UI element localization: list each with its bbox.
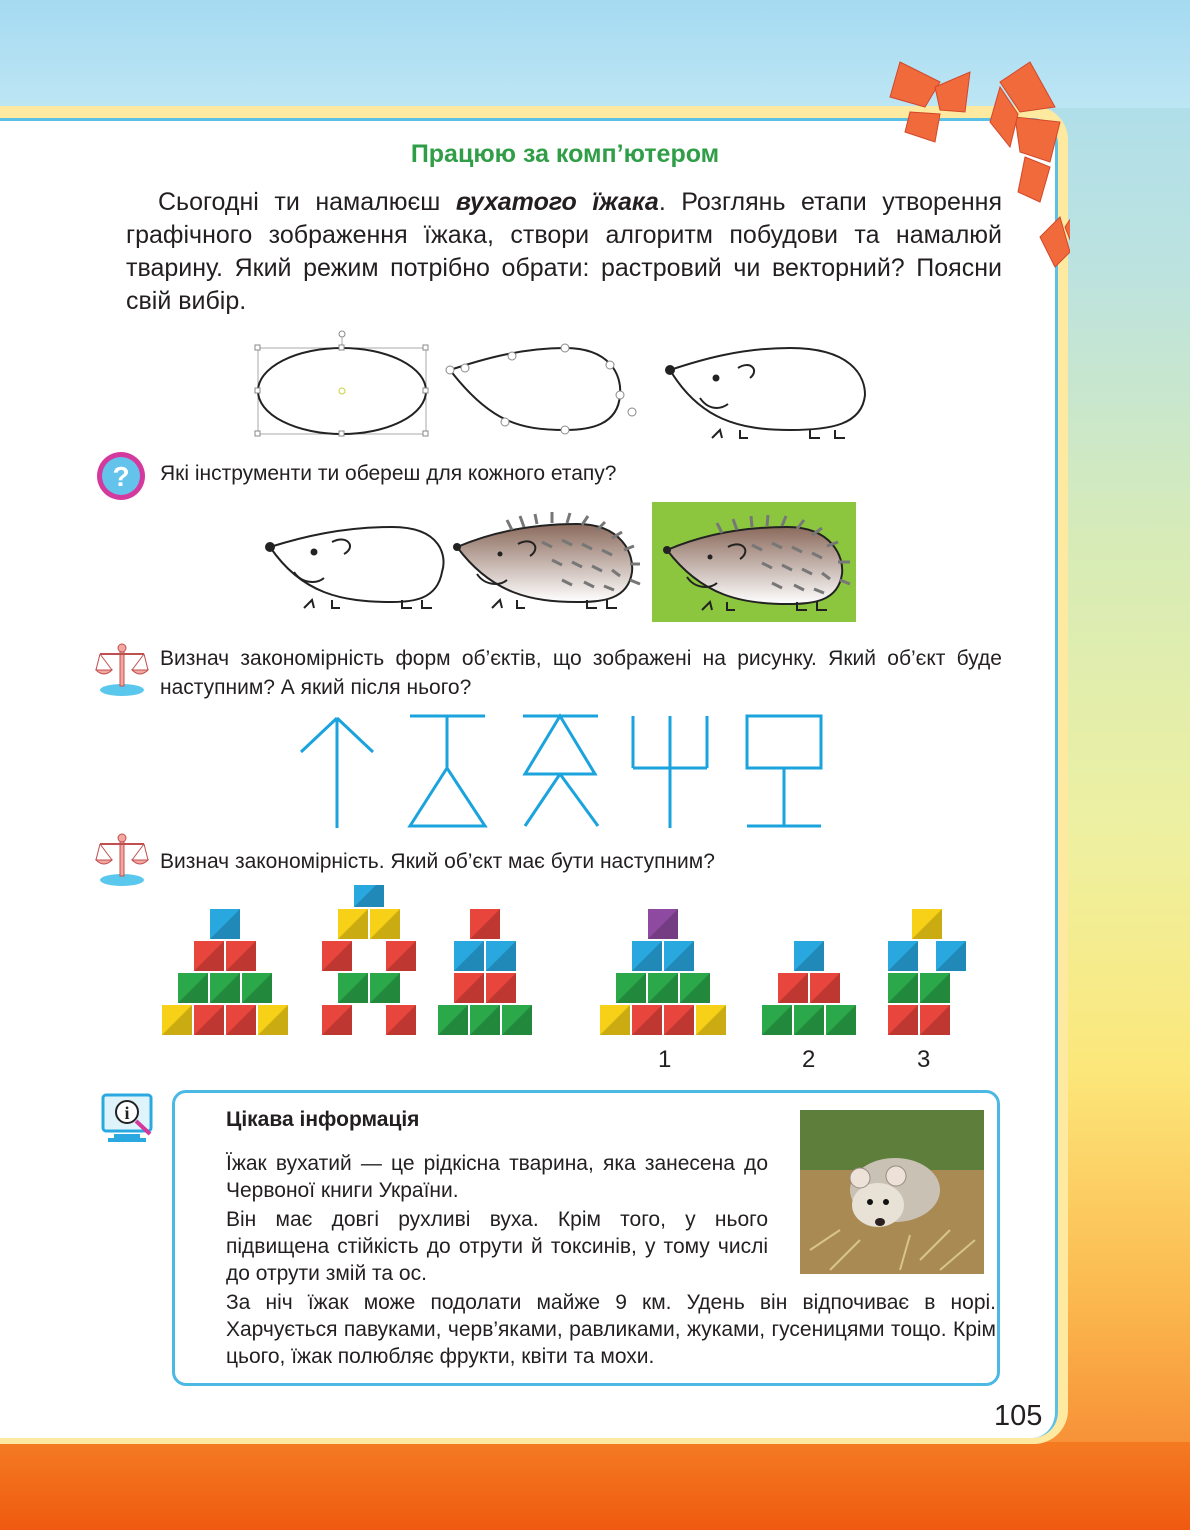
block — [338, 973, 368, 1003]
block — [162, 1005, 192, 1035]
block — [920, 1005, 950, 1035]
block — [632, 941, 662, 971]
hedgehog-on-green — [652, 502, 856, 622]
question-pattern-shapes: Визнач закономірність форм об’єктів, що зображені на рисунку. Який об’єкт буде наступним? А який після нього? — [160, 647, 1002, 699]
block — [794, 941, 824, 971]
intro-paragraph — [126, 186, 1002, 318]
block — [178, 973, 208, 1003]
block — [370, 973, 400, 1003]
svg-text:i: i — [124, 1103, 130, 1123]
question-tools: Які інструменти ти обереш для кожного етапу? — [160, 462, 617, 485]
block — [194, 1005, 224, 1035]
block — [370, 909, 400, 939]
hedgehog-photo — [800, 1110, 984, 1274]
info-monitor-icon — [100, 1092, 162, 1146]
block — [920, 973, 950, 1003]
block — [648, 973, 678, 1003]
shape-sequence — [295, 710, 835, 835]
hedgehog-outline — [266, 527, 444, 608]
block — [210, 973, 240, 1003]
block — [810, 973, 840, 1003]
block — [696, 1005, 726, 1035]
hedgehog-stages-vector — [250, 330, 880, 445]
block — [226, 1005, 256, 1035]
info-heading: Цікава інформація — [226, 1108, 420, 1131]
block — [600, 1005, 630, 1035]
block — [454, 941, 484, 971]
hedgehog-stages-fill — [262, 502, 862, 622]
block — [486, 941, 516, 971]
bottom-band — [0, 1442, 1190, 1530]
page-title: Працюю за комп’ютером — [410, 140, 720, 168]
block — [912, 909, 942, 939]
block — [386, 941, 416, 971]
question-pattern-blocks: Визнач закономірність. Який об’єкт має бути наступним? — [160, 850, 715, 873]
block — [438, 1005, 468, 1035]
info-paragraph-3: За ніч їжак може подолати майже 9 км. Удень він відпочиває в норі. Харчується павуками, черв’яками, равликами, жуками, гусеницями тощо. Крім цього, їжак полюбляє фрукти, квіти та мохи. — [226, 1291, 996, 1368]
block — [354, 885, 384, 907]
block — [778, 973, 808, 1003]
block — [470, 909, 500, 939]
block — [632, 1005, 662, 1035]
block — [242, 973, 272, 1003]
shape-t-triangle — [410, 716, 485, 826]
block — [616, 973, 646, 1003]
block — [648, 909, 678, 939]
scales-icon — [92, 830, 154, 888]
info-paragraph-2: Він має довгі рухливі вуха. Крім того, у нього підвищена стійкість до отрути й токсинів, у тому числі до отрути змій та ос. — [226, 1208, 768, 1285]
block — [210, 909, 240, 939]
info-paragraph-1: Їжак вухатий — це рідкісна тварина, яка занесена до Червоної книги України. — [226, 1152, 768, 1202]
block — [680, 973, 710, 1003]
block — [936, 941, 966, 971]
intro-text-start: Сьогодні ти намалюєш — [158, 188, 456, 216]
block-pyramids — [150, 885, 980, 1045]
block — [486, 973, 516, 1003]
block — [454, 973, 484, 1003]
stage-outline — [666, 348, 865, 438]
block — [664, 1005, 694, 1035]
shape-square-stand — [747, 716, 821, 826]
block — [258, 1005, 288, 1035]
block — [888, 973, 918, 1003]
block — [194, 941, 224, 971]
block — [338, 909, 368, 939]
block — [826, 1005, 856, 1035]
block — [226, 941, 256, 971]
block — [794, 1005, 824, 1035]
stage-ellipse — [255, 331, 428, 436]
block — [322, 941, 352, 971]
svg-text:?: ? — [112, 461, 130, 492]
stage-shape — [446, 344, 636, 434]
block — [502, 1005, 532, 1035]
block — [888, 1005, 918, 1035]
shape-arrow — [301, 718, 373, 828]
block — [888, 941, 918, 971]
intro-emphasis: вухатого їжака — [455, 188, 659, 216]
block — [470, 1005, 500, 1035]
page-number: 105 — [994, 1400, 1043, 1432]
block — [386, 1005, 416, 1035]
answer-label-2: 2 — [802, 1046, 816, 1073]
block — [322, 1005, 352, 1035]
hedgehog-colored — [453, 512, 640, 608]
block — [664, 941, 694, 971]
shape-trident — [633, 716, 707, 828]
shape-triangle-x — [523, 716, 598, 826]
block — [762, 1005, 792, 1035]
scales-icon — [92, 640, 154, 698]
answer-label-3: 3 — [917, 1046, 931, 1073]
answer-label-1: 1 — [658, 1046, 672, 1073]
question-icon — [95, 450, 153, 502]
intro-text-end: . Розглянь етапи утворення графічного зображення їжака, створи алгоритм побудови та намалюй тварину. Який режим потрібно обрати: растровий чи векторний? Поясни свій вибір. — [126, 188, 1003, 315]
